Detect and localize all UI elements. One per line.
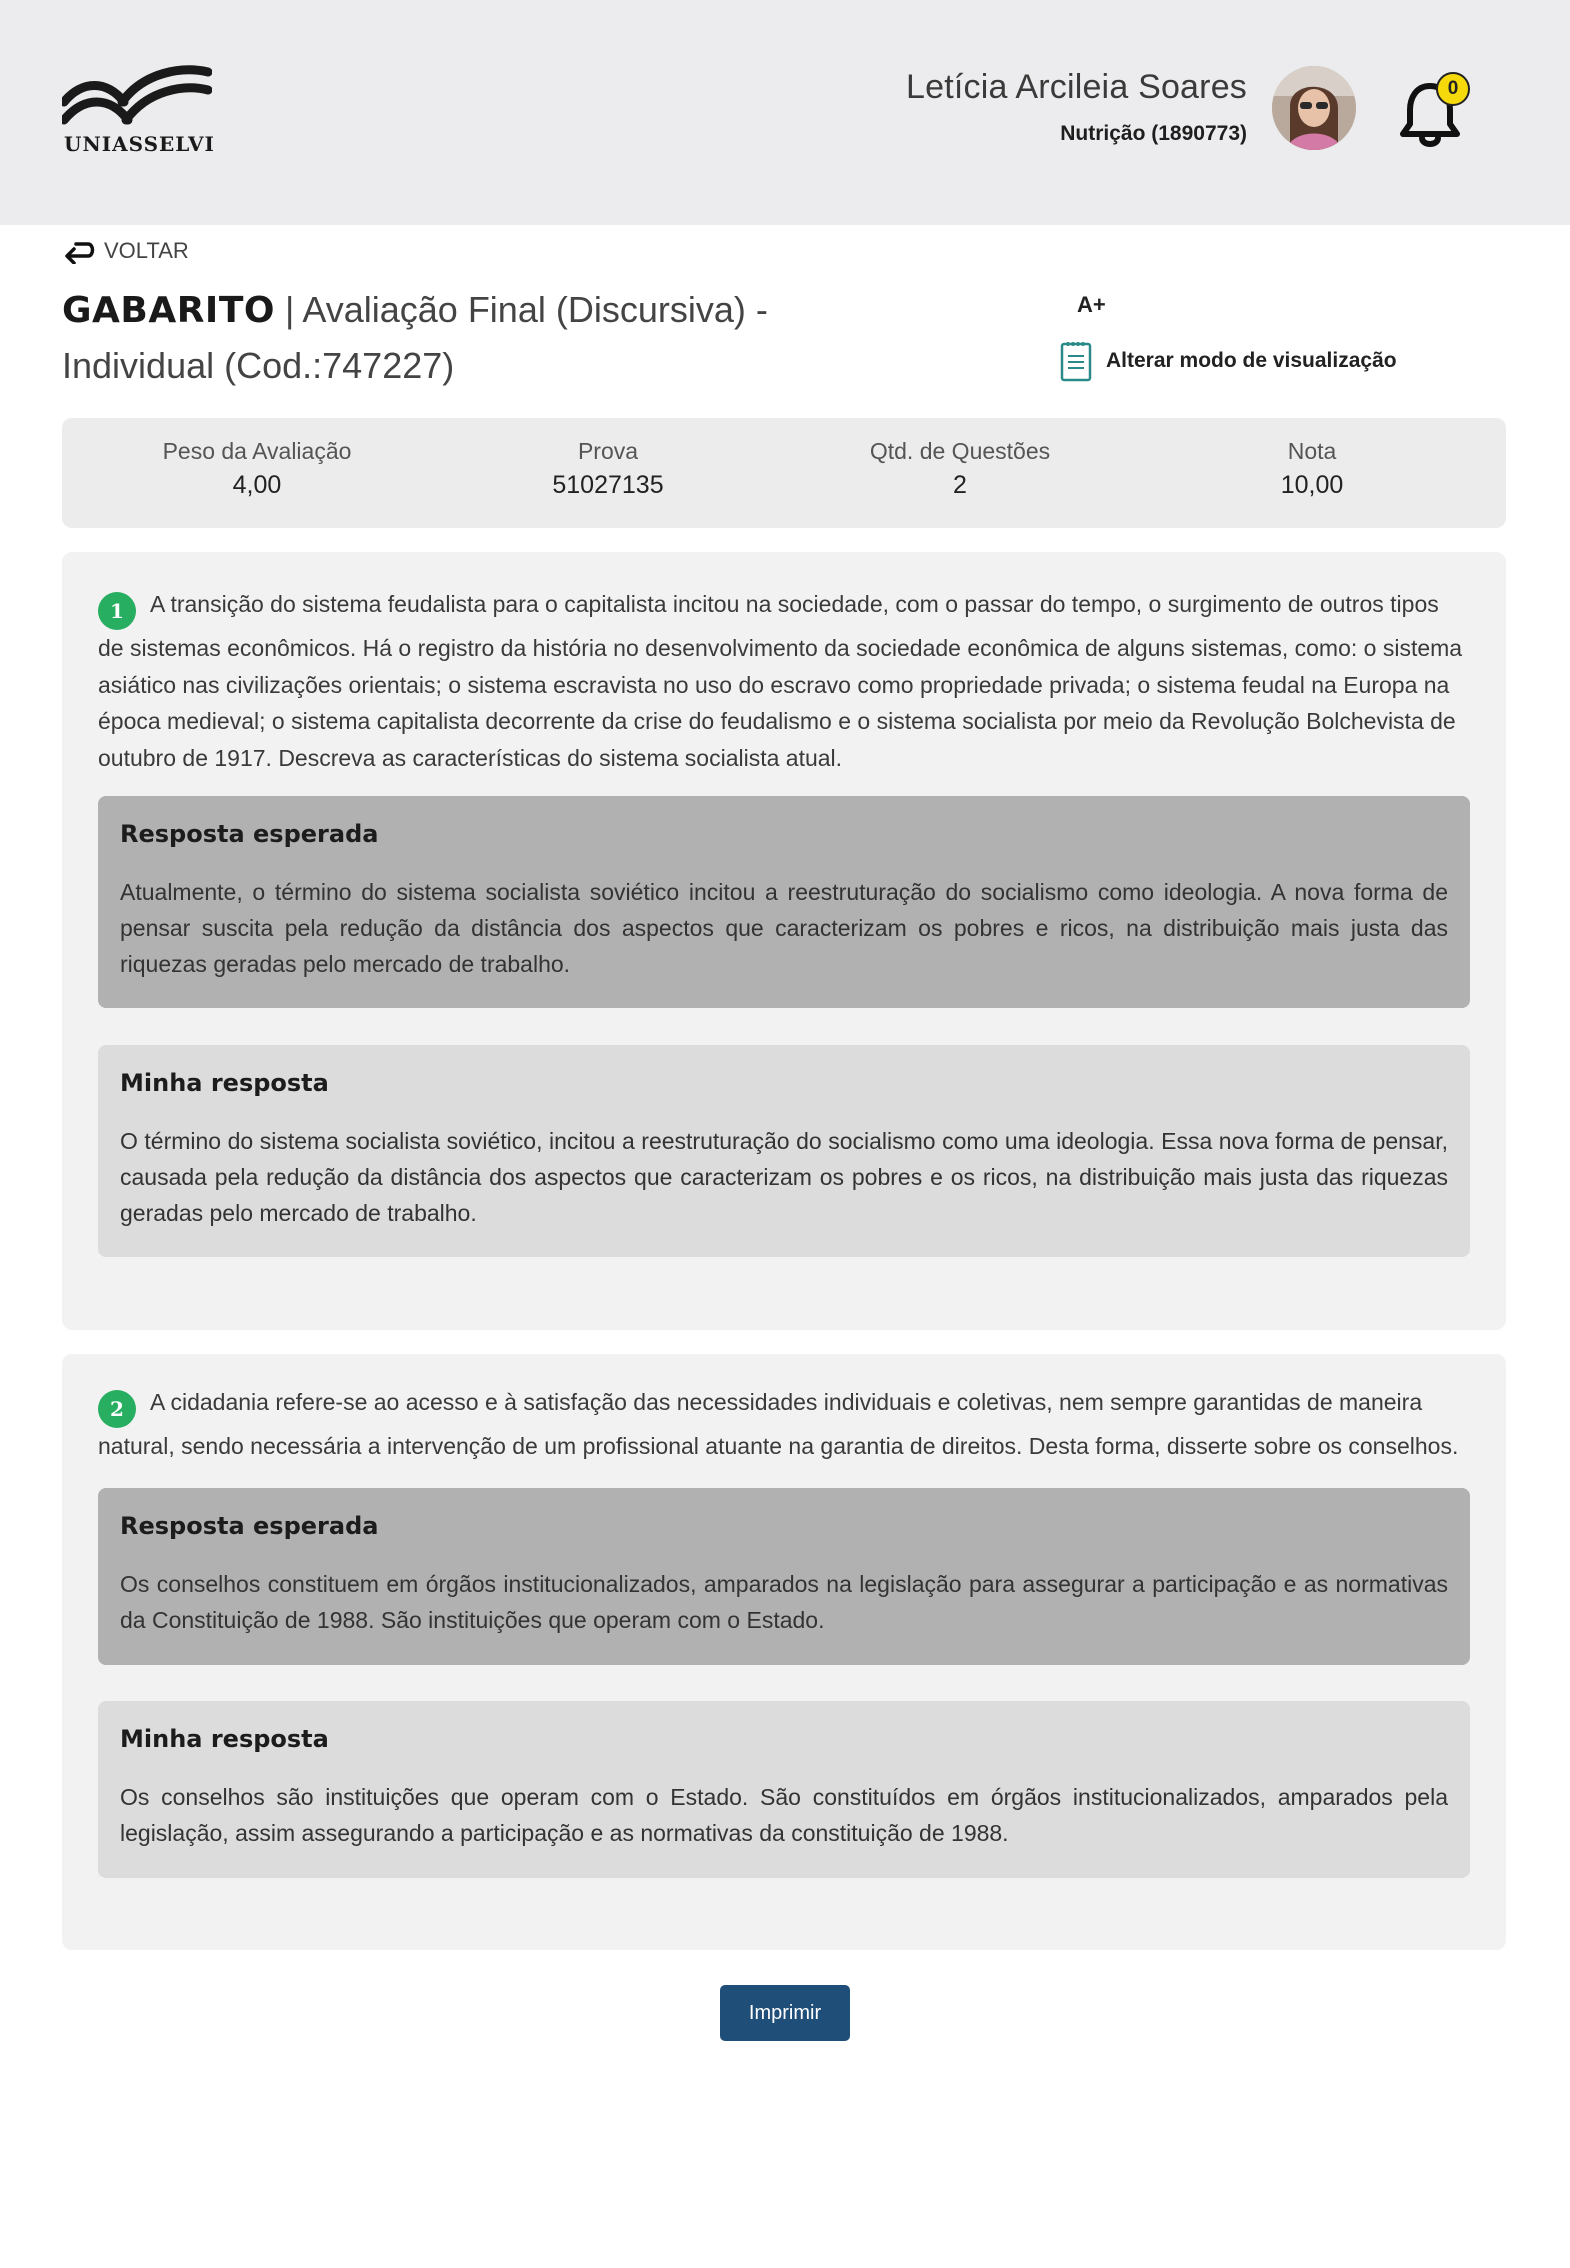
summary-label: Qtd. de Questões	[869, 438, 1051, 464]
logo-text: UNIASSELVI	[64, 132, 215, 156]
expected-answer-box	[98, 796, 1470, 1008]
expected-answer-heading: Resposta esperada	[120, 1512, 379, 1540]
document-icon	[1060, 340, 1092, 382]
my-answer-text: O término do sistema socialista soviético, incitou a reestruturação do socialismo como uma ideologia. Essa nova forma de pensar, causada pela redução da distância dos aspectos que caracterizam os pobres e os ricos, na distribuição mais justa das riquezas geradas pelo mercado de trabalho.	[120, 1128, 1448, 1226]
back-label: VOLTAR	[104, 238, 189, 263]
summary-value: 4,00	[232, 471, 282, 499]
question-statement: A transição do sistema feudalista para o capitalista incitou na sociedade, com o passar do tempo, o surgimento de outros tipos de sistemas econômicos. Há o registro da história no desenvolvimento da sociedade econômica de alguns sistemas, como: o sistema asiático nas civilizações orientais; o sistema escravista no uso do escravo como propriedade privada; o sistema feudal na Europa na época medieval; o sistema capitalista decorrente da crise do feudalismo e o sistema socialista por meio da Revolução Bolchevista de outubro de 1917. Descreva as características do sistema socialista atual.	[98, 591, 1463, 771]
print-button[interactable]: Imprimir	[720, 1985, 850, 2041]
summary-exam	[458, 438, 758, 500]
user-name: Letícia Arcileia Soares	[906, 68, 1247, 106]
summary-value: 2	[953, 471, 967, 499]
back-link[interactable]	[64, 238, 189, 264]
summary-value: 51027135	[552, 471, 664, 499]
summary-question-count	[810, 438, 1110, 500]
question-statement: A cidadania refere-se ao acesso e à satisfação das necessidades individuais e coletivas, nem sempre garantidas de maneira natural, sendo necessária a intervenção de um profissional atuante na garantia de direitos. Desta forma, disserte sobre os conselhos.	[98, 1389, 1459, 1459]
evaluation-summary	[62, 418, 1506, 528]
avatar-photo-icon	[1272, 66, 1356, 150]
my-answer-box	[98, 1045, 1470, 1257]
notification-count-badge: 0	[1436, 72, 1470, 106]
avatar[interactable]	[1272, 66, 1356, 150]
question-card-2	[62, 1354, 1506, 1950]
my-answer-box	[98, 1701, 1470, 1878]
summary-label: Prova	[577, 438, 639, 464]
view-mode-toggle[interactable]	[1060, 340, 1397, 382]
expected-answer-text: Atualmente, o término do sistema socialista soviético incitou a reestruturação do socialismo como ideologia. A nova forma de pensar suscita pela redução da distância dos aspectos que caracterizam os pobres e ricos, na distribuição mais justa das riquezas geradas pelo mercado de trabalho.	[120, 879, 1448, 977]
uniasselvi-logo[interactable]	[62, 62, 215, 162]
summary-weight	[107, 438, 407, 500]
my-answer-heading: Minha resposta	[120, 1725, 329, 1753]
question-card-1	[62, 552, 1506, 1330]
font-size-toggle[interactable]: A+	[1077, 292, 1106, 317]
title-rest: | Avaliação Final (Discursiva) - Individual (Cod.:747227)	[62, 289, 768, 386]
logo-wings-icon	[62, 62, 212, 134]
expected-answer-heading: Resposta esperada	[120, 820, 379, 848]
summary-grade	[1162, 438, 1462, 500]
expected-answer-text: Os conselhos constituem em órgãos institucionalizados, amparados na legislação para assegurar a participação e as normativas da Constituição de 1988. São instituições que operam com o Estado.	[120, 1571, 1448, 1633]
summary-label: Peso da Avaliação	[162, 438, 352, 464]
question-text	[98, 1384, 1470, 1465]
title-strong: GABARITO	[62, 290, 275, 331]
user-course: Nutrição (1890773)	[1060, 122, 1247, 145]
summary-value: 10,00	[1280, 471, 1344, 499]
question-text	[98, 586, 1470, 776]
question-number-badge: 2	[98, 1390, 136, 1428]
my-answer-text: Os conselhos são instituições que operam com o Estado. São constituídos em órgãos institucionalizados, amparados pela legislação, assim assegurando a participação e as normativas da constituição de 1988.	[120, 1784, 1448, 1846]
expected-answer-box	[98, 1488, 1470, 1665]
return-arrow-icon	[64, 238, 96, 264]
question-number-badge: 1	[98, 592, 136, 630]
summary-label: Nota	[1287, 438, 1337, 464]
my-answer-heading: Minha resposta	[120, 1069, 329, 1097]
view-mode-label: Alterar modo de visualização	[1106, 349, 1397, 372]
page-title	[62, 282, 912, 393]
top-header	[0, 0, 1570, 225]
